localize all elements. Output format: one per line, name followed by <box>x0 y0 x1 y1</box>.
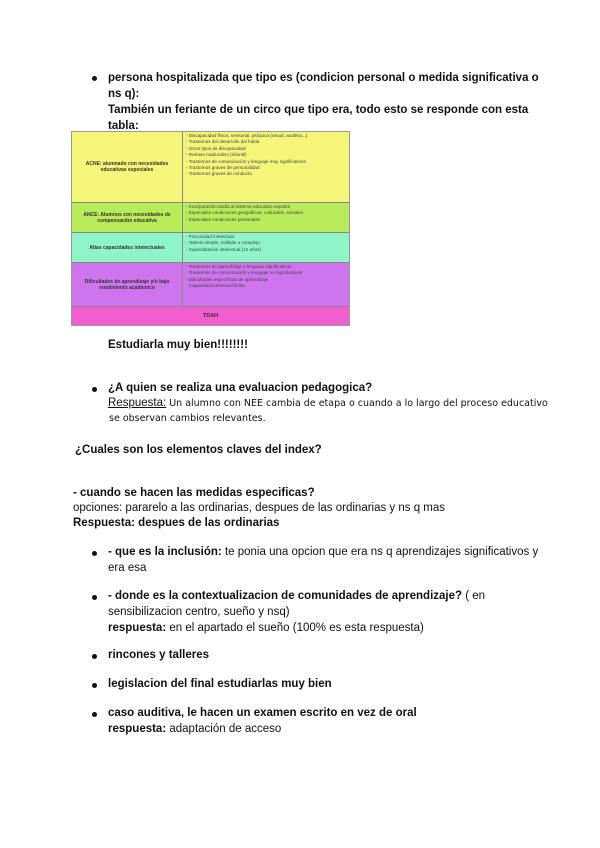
table-row <box>72 132 349 203</box>
table-item: - Trastornos graves de personalidad <box>186 165 260 171</box>
table-item: - Trastornos de comunicación y lenguaje muy significativos <box>186 158 306 164</box>
table-cell-category: ACNE: alumnado con necesidades educativas especiales <box>72 132 183 202</box>
bullet-dot <box>92 595 97 600</box>
item-contextualizacion <box>108 588 558 636</box>
table-item: - Trastornos de comunicación y lenguaje no significativos <box>186 270 303 276</box>
item-auditiva <box>108 705 558 737</box>
table-item: - Superdotación intelectual (12 años) <box>186 246 262 252</box>
table-row <box>72 203 349 233</box>
table-item: - Capacidad intelectual límite <box>186 283 245 289</box>
item-inclusion <box>108 544 558 576</box>
table-item: - Especiales condiciones personales <box>186 216 261 222</box>
study-note: Estudiarla muy bien!!!!!!!! <box>108 339 248 351</box>
bullet-dot <box>92 654 97 659</box>
table-item: - Especiales condiciones geográficas, culturales, sociales <box>186 210 303 216</box>
table-item: - Trastornos del desarrollo del habla <box>186 139 260 145</box>
table-row <box>72 307 349 325</box>
item-legislacion: legislacion del final estudiarlas muy bien <box>108 678 332 690</box>
table-item: - Otros tipos de discapacidad <box>186 145 246 151</box>
context-answer: en el apartado el sueño (100% es esta respuesta) <box>166 622 424 634</box>
table-item: - Dificultades específicas de aprendizaje <box>186 276 269 282</box>
bullet-dot <box>92 683 97 688</box>
table-item: - Trastornos de aprendizaje y lenguaje significativos <box>186 264 292 269</box>
inclusion-label: - que es la inclusión: <box>108 546 222 558</box>
table-cell-items <box>183 233 349 262</box>
question-line: ns q): <box>108 88 140 100</box>
answer-text: se observan cambios relevantes. <box>109 413 266 424</box>
question-line: También un feriante de un circo que tipo era, todo esto se responde con esta <box>108 104 529 116</box>
question-evaluacion: ¿A quien se realiza una evaluacion pedagogica? <box>108 382 373 394</box>
table-item: - Discapacidad física, sensorial, psíquica (visual, auditiva...) <box>186 133 308 138</box>
table-item: - Precocidad intelectual <box>186 234 234 239</box>
table-row <box>72 263 349 307</box>
table-cell-category: Altas capacidades intelectuales <box>72 233 183 262</box>
answer-text: Un alumno con NEE cambia de etapa o cuando a lo largo del proceso educativo <box>166 398 548 409</box>
question-hospitalizada <box>108 70 548 134</box>
table-cell-items <box>183 263 349 306</box>
inclusion-text: era esa <box>108 562 147 574</box>
auditiva-text: caso auditiva, le hacen un examen escrito en vez de oral <box>108 707 417 719</box>
bullet-dot <box>92 551 97 556</box>
item-rincones: rincones y talleres <box>108 649 209 661</box>
inclusion-text: te ponia una opcion que era ns q aprendizajes significativos y <box>221 546 539 558</box>
classification-table <box>71 131 350 326</box>
bullet-dot <box>92 387 97 392</box>
auditiva-answer-label: respuesta: <box>108 723 167 735</box>
question-index: ¿Cuales son los elementos claves del index? <box>75 444 322 456</box>
question-line: tabla: <box>108 120 139 132</box>
context-label: - donde es la contextualizacion de comunidades de aprendizaje? <box>108 590 463 602</box>
question-medidas: - cuando se hacen las medidas especificas? <box>73 487 315 499</box>
context-answer-label: respuesta: <box>108 622 167 634</box>
table-row <box>72 233 349 263</box>
answer-evaluacion <box>108 396 548 426</box>
table-cell-full: TDAH <box>202 313 219 319</box>
table-cell-category: Dificultades de aprendizaje y/o bajo rendimiento académico <box>72 263 183 306</box>
table-item: - Incorporación tardía al sistema educativo español <box>186 204 290 209</box>
table-item: - Retraso madurativo (infantil) <box>186 152 247 158</box>
options-medidas: opciones: pararelo a las ordinarias, despues de las ordinarias y ns q mas <box>73 502 446 514</box>
table-cell-items <box>183 132 349 202</box>
answer-medidas: Respuesta: despues de las ordinarias <box>73 517 280 529</box>
table-cell-items <box>183 203 349 232</box>
answer-label: Respuesta: <box>108 397 167 409</box>
bullet-dot <box>92 76 97 81</box>
table-item: - Talento simple, múltiple o complejo <box>186 240 260 246</box>
context-text: sensibilizacion centro, sueño y nsq) <box>108 606 290 618</box>
table-item: - Trastornos graves de conducta <box>186 171 252 177</box>
table-cell-category: ANCE: Alumnos con necesidades de compensación educativa <box>72 203 183 232</box>
auditiva-answer: adaptación de acceso <box>166 723 282 735</box>
bullet-dot <box>92 712 97 717</box>
question-line: persona hospitalizada que tipo es (condicion personal o medida significativa o <box>108 72 539 84</box>
context-text: ( en <box>462 590 486 602</box>
